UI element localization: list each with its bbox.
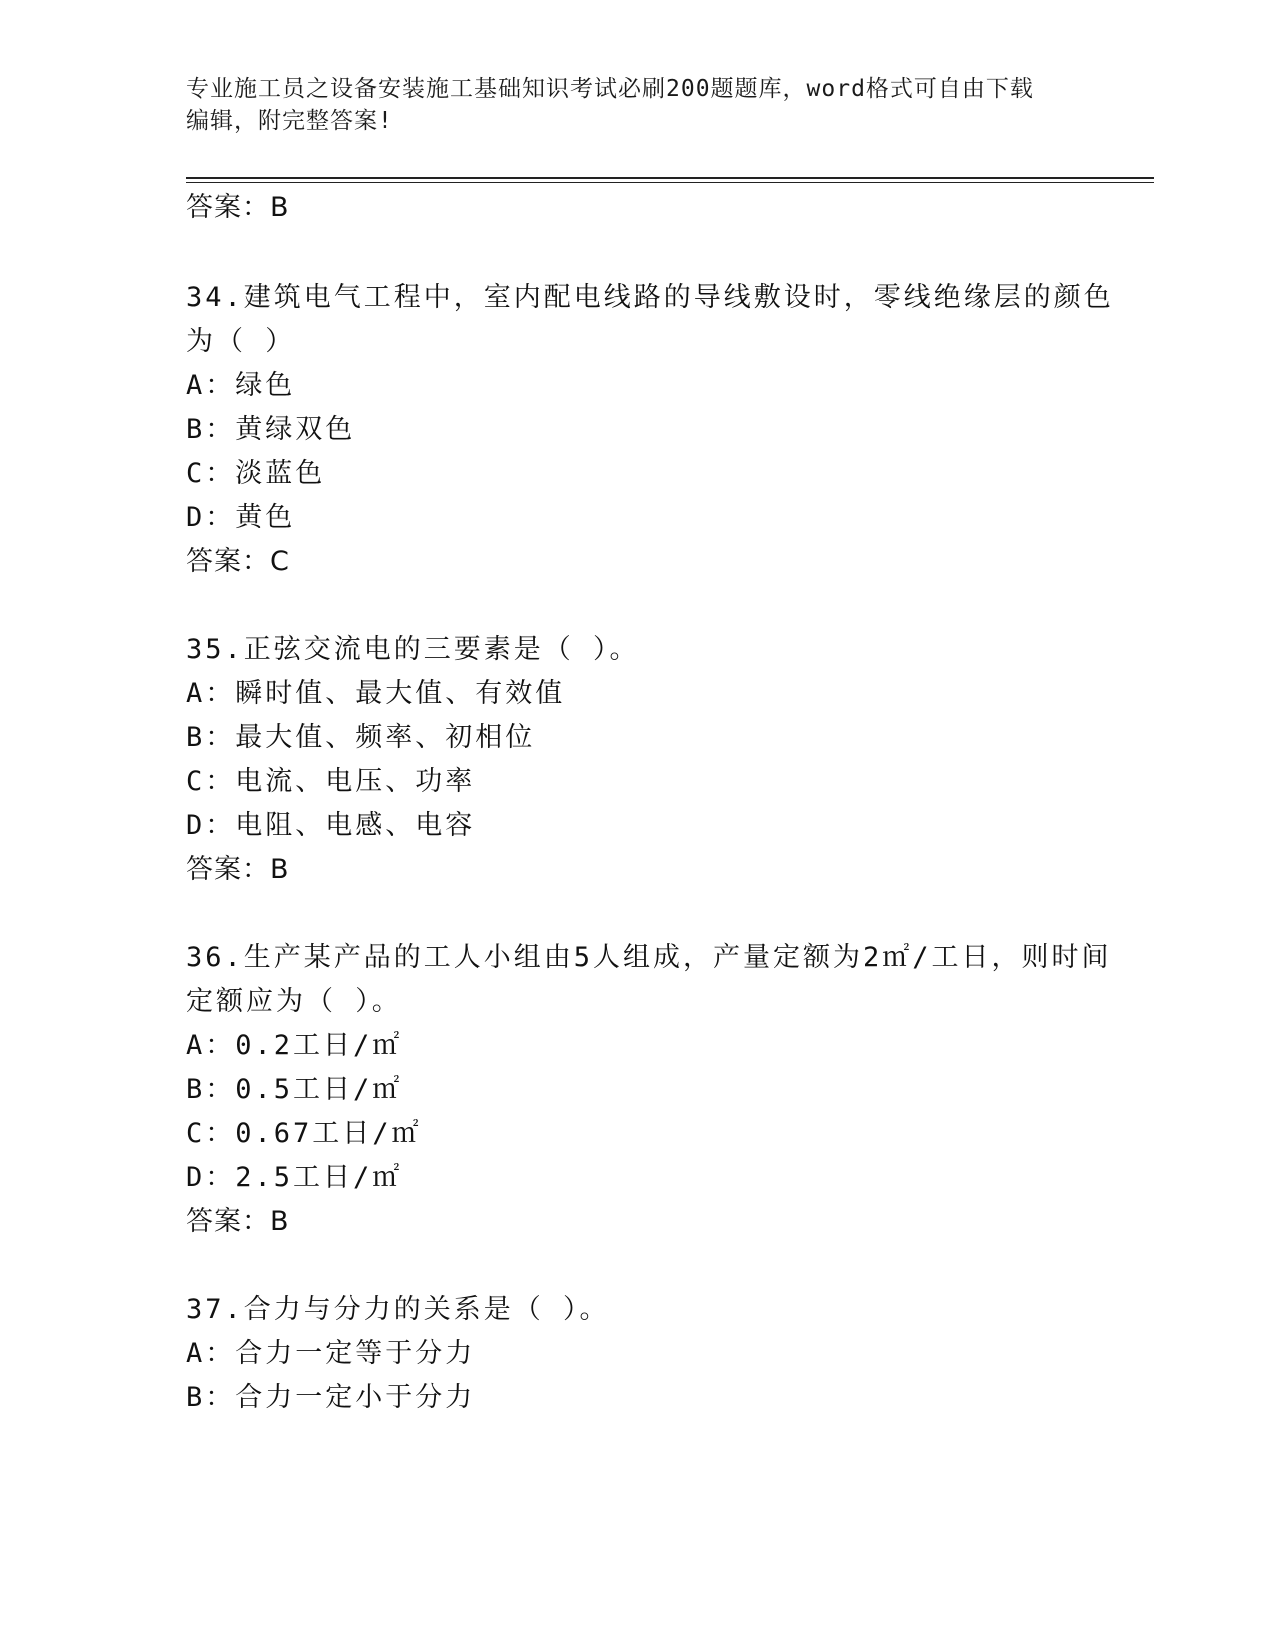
answer-line: 答案：B [186, 192, 290, 223]
question-37-option-a: A：合力一定等于分力 [186, 1338, 476, 1369]
header-line-1: 专业施工员之设备安装施工基础知识考试必刷200题题库，word格式可自由下载 [186, 76, 1034, 102]
question-36-option-c: C：0.67工日/㎡ [186, 1118, 422, 1149]
question-36-option-b: B：0.5工日/㎡ [186, 1074, 403, 1105]
question-36-option-d: D：2.5工日/㎡ [186, 1162, 403, 1193]
header-line-2: 编辑，附完整答案! [186, 108, 393, 134]
question-36-option-a: A：0.2工日/㎡ [186, 1030, 403, 1061]
question-35-option-c: C：电流、电压、功率 [186, 766, 476, 797]
question-34-option-d: D：黄色 [186, 502, 296, 533]
question-36-answer: 答案：B [186, 1206, 290, 1237]
question-37-stem: 37.合力与分力的关系是（ ）。 [186, 1294, 610, 1325]
question-34-answer: 答案：C [186, 546, 290, 577]
question-36-stem: 36.生产某产品的工人小组由5人组成，产量定额为2㎡/工日，则时间 [186, 942, 1112, 973]
question-36-stem-cont: 定额应为（ ）。 [186, 986, 402, 1017]
question-35-answer: 答案：B [186, 854, 290, 885]
question-34-option-a: A：绿色 [186, 370, 296, 401]
question-34-stem-cont: 为（ ） [186, 326, 296, 357]
question-35-option-a: A：瞬时值、最大值、有效值 [186, 678, 566, 709]
question-34-stem: 34.建筑电气工程中，室内配电线路的导线敷设时，零线绝缘层的颜色 [186, 282, 1114, 313]
header-divider [186, 177, 1154, 179]
question-35-option-d: D：电阻、电感、电容 [186, 810, 476, 841]
question-35-stem: 35.正弦交流电的三要素是（ ）。 [186, 634, 640, 665]
document-header [186, 73, 1086, 137]
header-divider-thin [186, 182, 1154, 183]
question-35-option-b: B：最大值、频率、初相位 [186, 722, 536, 753]
question-34-option-b: B：黄绿双色 [186, 414, 356, 445]
question-37-option-b: B：合力一定小于分力 [186, 1382, 476, 1413]
question-34-option-c: C：淡蓝色 [186, 458, 326, 489]
